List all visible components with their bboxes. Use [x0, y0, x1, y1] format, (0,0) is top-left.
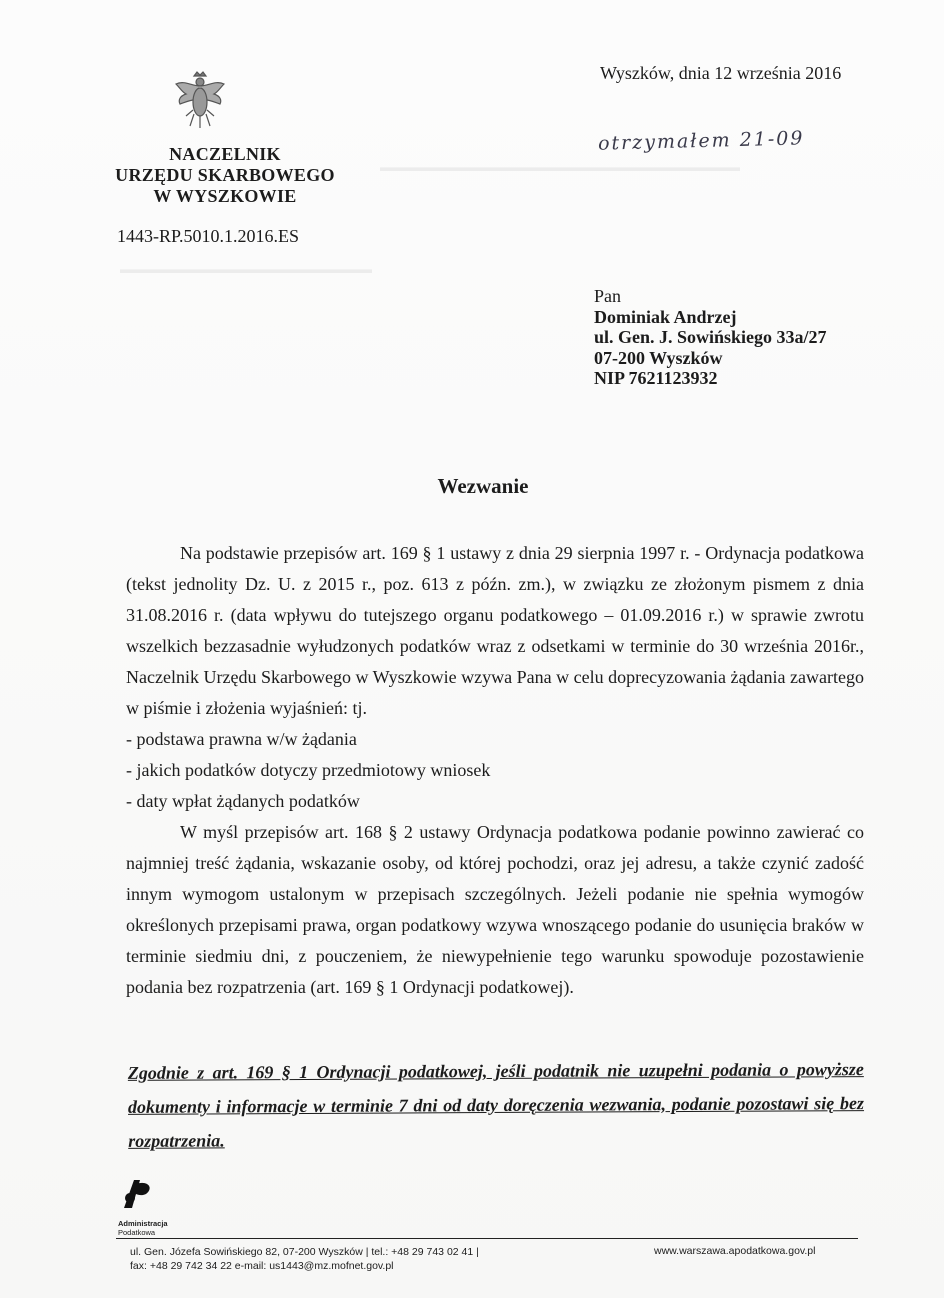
recipient-street: ul. Gen. J. Sowińskiego 33a/27 [594, 327, 827, 347]
bleed-through-artifact: ▬▬▬▬▬▬▬▬▬▬▬▬▬▬▬▬▬▬▬▬▬▬▬▬▬▬▬▬▬▬ [380, 160, 740, 174]
tax-administration-logo-icon [118, 1176, 158, 1210]
recipient-name: Dominiak Andrzej [594, 306, 737, 327]
administracja-podatkowa-logo [118, 1176, 198, 1237]
body-paragraph: Na podstawie przepisów art. 169 § 1 ustawy z dnia 29 sierpnia 1997 r. - Ordynacja podatkowa (tekst jednolity Dz. U. z 2015 r., poz. 613 z późn. zm.), w związku ze złożonym pismem z dnia 31.08.2016 r. (data wpływu do tutejszego organu podatkowego – 01.09.2016 r.) w sprawie zwrotu wszelkich bezzasadnie wyłudzonych podatków wraz z odsetkami w terminie do 30 września 2016r., Naczelnik Urzędu Skarbowego w Wyszkowie wzywa Pana w celu doprecyzowania żądania zawartego w piśmie i złożenia wyjaśnień: tj. [126, 543, 864, 718]
date-line: Wyszków, dnia 12 września 2016 [600, 63, 842, 83]
footer-address: ul. Gen. Józefa Sowińskiego 82, 07-200 Wyszków | tel.: +48 29 743 02 41 | [130, 1246, 479, 1258]
list-item: - daty wpłat żądanych podatków [126, 791, 360, 811]
body-paragraph: W myśl przepisów art. 168 § 2 ustawy Ordynacja podatkowa podanie powinno zawierać co najmniej treść żądania, wskazanie osoby, od której pochodzi, oraz jej adresu, a także czynić zadość innym wymogom ustalonym w przepisach szczególnych. Jeżeli podanie nie spełnia wymogów określonych przepisami prawa, organ podatkowy wzywa wnoszącego podanie do usunięcia braków w terminie siedmiu dni, z pouczeniem, że niewypełnienie tego warunku spowoduje pozostawienie podania bez rozpatrzenia (art. 169 § 1 Ordynacji podatkowej). [126, 822, 864, 997]
footer-website: www.warszawa.apodatkowa.gov.pl [654, 1245, 816, 1257]
bleed-through-artifact: ▬▬▬▬▬▬▬▬▬▬▬▬▬▬▬▬▬▬▬▬▬ [120, 262, 372, 276]
issuing-office [110, 144, 340, 207]
recipient-salutation: Pan [594, 286, 621, 306]
list-item: - podstawa prawna w/w żądania [126, 729, 357, 749]
recipient-nip: NIP 7621123932 [594, 368, 718, 388]
recipient-address-block [594, 286, 827, 389]
legal-warning: Zgodnie z art. 169 § 1 Ordynacji podatkowej, jeśli podatnik nie uzupełni podania o powyższe dokumenty i informacje w terminie 7 dni od daty doręczenia wezwania, podanie pozostawi się bez rozpatrzenia. [127, 1059, 865, 1151]
office-line: URZĘDU SKARBOWEGO [115, 165, 335, 185]
handwritten-receipt-note: otrzymałem 21-09 [597, 127, 805, 155]
logo-text-line1: Administracja [118, 1219, 168, 1228]
office-line: NACZELNIK [169, 144, 281, 164]
letter-body [126, 538, 864, 1003]
footer-divider [116, 1238, 858, 1239]
footer-fax-email: fax: +48 29 742 34 22 e-mail: us1443@mz.mofnet.gov.pl [130, 1260, 394, 1272]
list-item: - jakich podatków dotyczy przedmiotowy wniosek [126, 760, 491, 780]
recipient-city: 07-200 Wyszków [594, 347, 723, 368]
letter-title: Wezwanie [437, 474, 529, 498]
polish-eagle-emblem-icon [172, 70, 228, 132]
office-line: W WYSZKOWIE [153, 186, 297, 206]
footer-contact [130, 1245, 479, 1273]
reference-number: 1443-RP.5010.1.2016.ES [117, 226, 300, 246]
logo-text-line2: Podatkowa [118, 1228, 156, 1237]
